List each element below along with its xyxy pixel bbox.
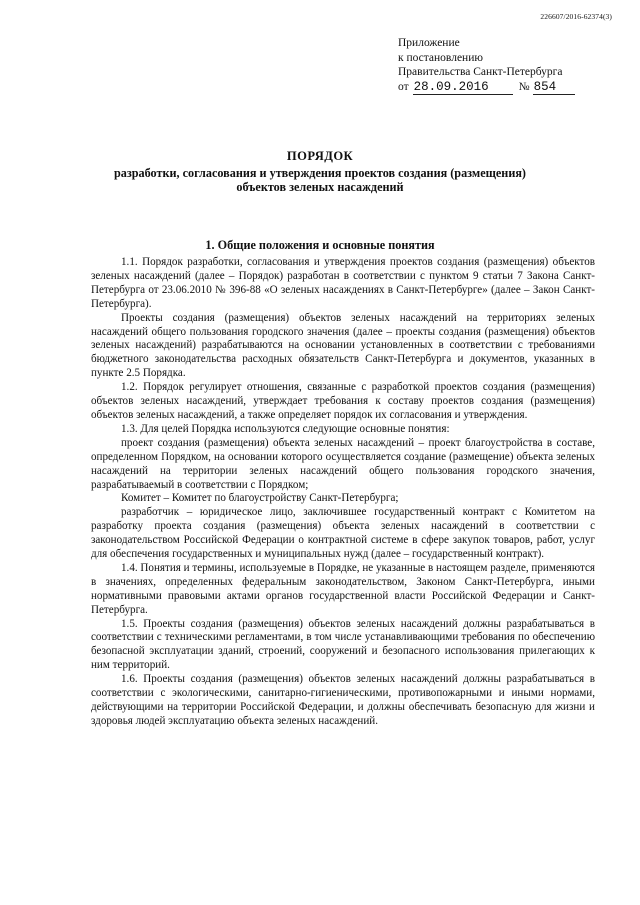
document-title [0,149,640,195]
appendix-resolution-label: к постановлению [398,51,483,64]
paragraph-projects: Проекты создания (размещения) объектов зеленых насаждений на территориях зеленых насаждений общего пользования городского значения (далее – проекты создания (размещения) объектов зеленых насаждений) разрабатываются на основании установленных в соответствии с требованиями бюджетного законодательства расходных обязательств Санкт-Петербурга и документов, указанных в пункте 2.5 Порядка. [91,311,595,380]
paragraph-1-4: 1.4. Понятия и термины, используемые в Порядке, не указанные в настоящем разделе, применяются в значениях, определенных федеральным законодательством, Законом Санкт-Петербурга, иными нормативными правовыми актами органов государственной власти Российской Федерации и Санкт-Петербурга. [91,561,595,616]
definition-project: проект создания (размещения) объекта зеленых насаждений – проект благоустройства в составе, определенном Порядком, на основании которого осуществляется создание (размещение) объекта зеленых насаждений на территории зеленых насаждений общего пользования городского значения, разрабатываемый в соответствии с Порядком; [91,436,595,491]
title-main: ПОРЯДОК [286,149,354,163]
definition-committee: Комитет – Комитет по благоустройству Санкт-Петербурга; [121,492,399,505]
number-sign: № [518,80,530,93]
document-registration-number: 226607/2016-62374(3) [540,12,612,21]
paragraph-1-6: 1.6. Проекты создания (размещения) объектов зеленых насаждений должны разрабатываться в соответствии с экологическими, санитарно-гигиеническими, противопожарными и иными нормами, действующими на территории Российской Федерации, и должны обеспечивать безопасную для жизни и здоровья людей эксплуатацию объекта зеленых насаждений. [91,673,595,727]
paragraph-1-3: 1.3. Для целей Порядка используются следующие основные понятия: [121,422,450,435]
document-body [91,256,595,729]
title-line-2: разработки, согласования и утверждения проектов создания (размещения) [113,165,526,180]
definition-developer: разработчик – юридическое лицо, заключившее государственный контракт с Комитетом на разработку проекта создания (размещения) объекта зеленых насаждений в соответствии с законодательством Российской Федерации о контрактной системе в сфере закупок товаров, работ, услуг для обеспечения государственных и муниципальных нужд (далее – государственный контракт). [91,506,595,561]
from-label: от [398,80,409,93]
paragraph-1-1: 1.1. Порядок разработки, согласования и утверждения проектов создания (размещения) объектов зеленых насаждений (далее – Порядок) разработан в соответствии с пунктом 9 статьи 7 Закона Санкт-Петербурга от 23.06.2010 № 396-88 «О зеленых насаждениях в Санкт-Петербурге» (далее – Закон Санкт-Петербурга). [91,256,595,310]
title-line-3: объектов зеленых насаждений [236,180,404,195]
appendix-date-line [398,80,575,95]
appendix-block [398,36,575,95]
appendix-government-label: Правительства Санкт-Петербурга [398,66,563,79]
paragraph-1-2: 1.2. Порядок регулирует отношения, связанные с разработкой проектов создания (размещения) объектов зеленых насаждений, утверждает требования к составу проектов создания (размещения) объектов зеленых насаждений, а также определяет порядок их согласования и утверждения. [91,381,595,421]
paragraph-1-5: 1.5. Проекты создания (размещения) объектов зеленых насаждений должны разрабатываться в соответствии с техническими регламентами, в том числе устанавливающими требования по обеспечению безопасной эксплуатации зданий, строений, сооружений и безопасного использования прилегающих к ним территорий. [91,617,595,672]
resolution-date: 28.09.2016 [413,81,513,95]
appendix-label: Приложение [398,37,460,49]
section-heading: 1. Общие положения и основные понятия [205,238,435,252]
resolution-number: 854 [533,81,575,95]
